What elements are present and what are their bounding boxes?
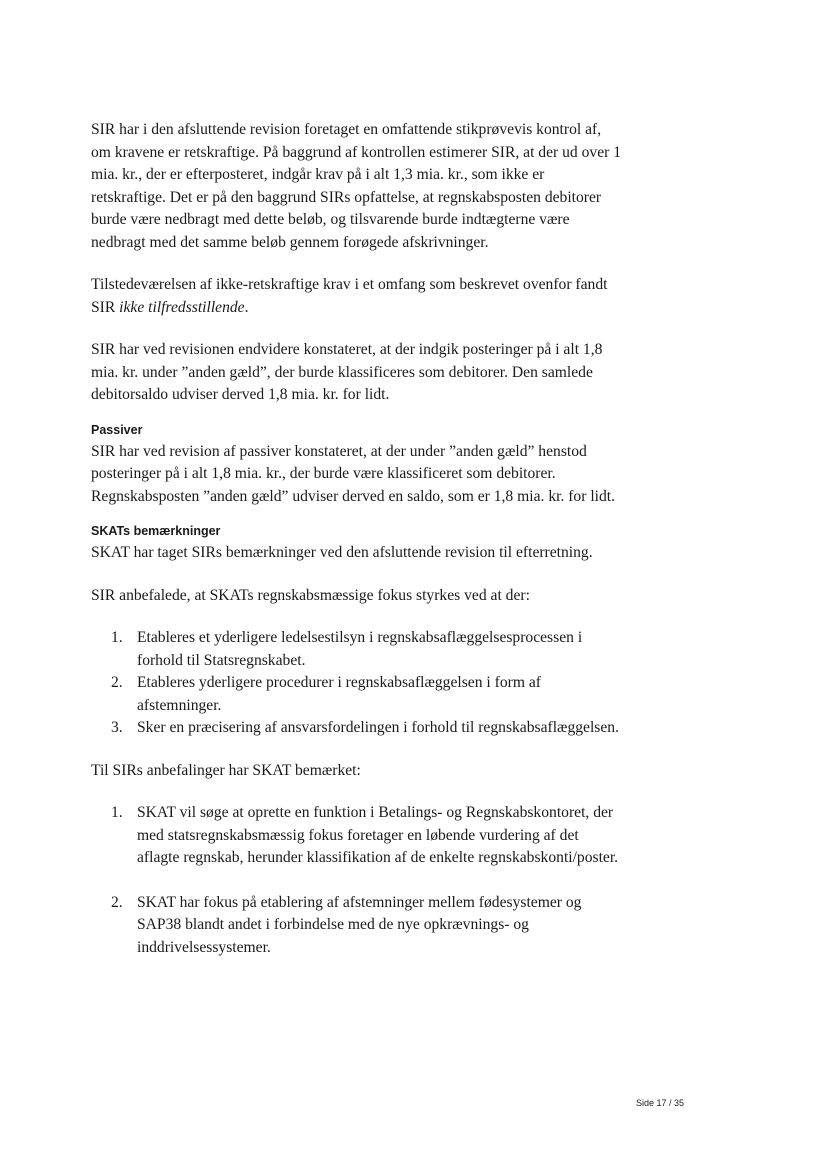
paragraph-text: Tilstedeværelsen af ikke-retskraftige krav i et omfang som beskrevet ovenfor fandt SIR <box>91 276 608 316</box>
page-number: Side 17 / 35 <box>635 1098 684 1108</box>
list-number: 2. <box>111 674 123 691</box>
list-item <box>91 672 621 717</box>
page-content <box>91 119 621 959</box>
heading-passiver: Passiver <box>91 422 143 437</box>
list-item-text: Sker en præcisering af ansvarsfordelingen i forhold til regnskabsaflæggelsen. <box>137 719 619 736</box>
list-item-text: Etableres et yderligere ledelsestilsyn i regnskabsaflæggelsesprocessen i forhold til Statsregnskabet. <box>137 629 583 669</box>
list-item <box>91 892 621 960</box>
paragraph-skat-response: Til SIRs anbefalinger har SKAT bemærket: <box>91 761 361 779</box>
list-item <box>91 802 621 870</box>
paragraph-skat-noted: SKAT har taget SIRs bemærkninger ved den afsluttende revision til efterretning. <box>91 544 593 561</box>
paragraph-passiver: SIR har ved revision af passiver konstateret, at der under ”anden gæld” henstod posteringer på i alt 1,8 mia. kr., der burde være klassificeret som debitorer. Regnskabsposten ”anden gæld” udviser derved en saldo, som er 1,8 mia. kr. for lidt. <box>91 442 616 505</box>
paragraph-other-debt: SIR har ved revisionen endvidere konstateret, at der indgik posteringer på i alt 1,8 mia. kr. under ”anden gæld”, der burde klassificeres som debitorer. Den samlede debitorsaldo udviser derved 1,8 mia. kr. for lidt. <box>91 341 603 403</box>
list-item-text: SKAT vil søge at oprette en funktion i Betalings- og Regnskabskontoret, der med statsregnskabsmæssig fokus foretager en løbende vurdering af det aflagte regnskab, herunder klassifikation af de enkelte regnskabskonti/poster. <box>137 804 619 866</box>
paragraph-text-end: . <box>244 298 249 316</box>
paragraph-not-satisfactory <box>91 274 621 319</box>
list-number: 2. <box>111 893 123 911</box>
paragraph-revision-control: SIR har i den afsluttende revision foretaget en omfattende stikprøvevis kontrol af, om kravene er retskraftige. På baggrund af kontrollen estimerer SIR, at der ud over 1 mia. kr., der er efterposteret, indgår krav på i alt 1,3 mia. kr., som ikke er retskraftige. Det er på den baggrund SIRs opfattelse, at regnskabsposten debitorer burde være nedbragt med dette beløb, og tilsvarende burde indtægterne være nedbragt med det samme beløb gennem forøgede afskrivninger. <box>91 121 622 251</box>
emphasis-text: ikke tilfredsstillende <box>119 298 245 316</box>
list-item <box>91 627 621 672</box>
paragraph-sir-recommended: SIR anbefalede, at SKATs regnskabsmæssige fokus styrkes ved at der: <box>91 586 530 604</box>
list-item-text: Etableres yderligere procedurer i regnskabsaflæggelsen i form af afstemninger. <box>137 674 541 714</box>
recommendations-list <box>91 627 621 740</box>
list-number: 1. <box>111 804 123 821</box>
list-item-text: SKAT har fokus på etablering af afstemninger mellem fødesystemer og SAP38 blandt andet i forbindelse med de nye opkrævnings- og inddrivelsessystemer. <box>137 893 582 956</box>
list-item <box>91 717 621 740</box>
skat-response-list <box>91 802 621 959</box>
list-number: 3. <box>111 719 123 736</box>
heading-skat-remarks: SKATs bemærkninger <box>91 524 221 538</box>
list-number: 1. <box>111 629 123 646</box>
